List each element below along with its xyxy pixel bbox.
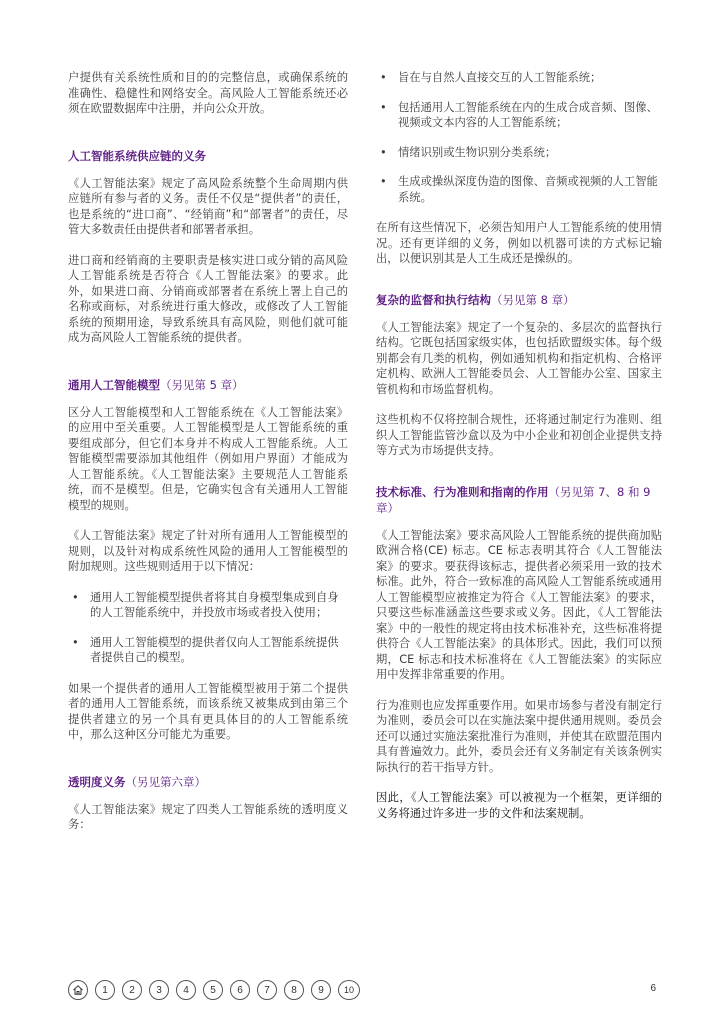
bullet-icon: • — [72, 590, 79, 604]
list-item-text: 通用人工智能模型的提供者仅向人工智能系统提供者提供自己的模型。 — [90, 635, 339, 664]
bullet-icon: • — [380, 71, 387, 84]
paragraph: 《人工智能法案》规定了高风险系统整个生命周期内供应链所有参与者的义务。责任不仅是“提供者”的责任，也是系统的“进口商”、“经销商”和“部署者”的责任，尽管大多数责任由提供者和部署者承担。 — [68, 176, 348, 236]
heading-reference: （另见第 5 章） — [160, 377, 244, 392]
section-heading-supply-chain — [68, 148, 348, 164]
heading-text: 透明度义务 — [68, 774, 126, 789]
right-column — [376, 70, 662, 836]
heading-text: 人工智能系统供应链的义务 — [68, 148, 206, 163]
bullet-list — [376, 70, 662, 205]
page-link-3[interactable]: 3 — [149, 980, 169, 1000]
paragraph: 如果一个提供者的通用人工智能模型被用于第二个提供者的通用人工智能系统，而该系统又被集成到由第三个提供者建立的另一个具有更具体目的的人工智能系统中，那么这种区分可能尤为重要。 — [68, 681, 348, 741]
paragraph: 这些机构不仅将控制合规性，还将通过制定行为准则、组织人工智能监管沙盒以及为中小企业和初创企业提供支持等方式为市场提供支持。 — [376, 413, 662, 457]
page-link-8[interactable]: 8 — [284, 980, 304, 1000]
list-item-text: 包括通用人工智能系统在内的生成合成音频、图像、视频或文本内容的人工智能系统； — [398, 100, 658, 129]
heading-text: 复杂的监督和执行结构 — [376, 292, 491, 307]
section-heading-standards — [376, 484, 662, 516]
list-item-text: 情绪识别或生物识别分类系统； — [398, 145, 557, 159]
bullet-icon: • — [380, 100, 387, 114]
paragraph: 《人工智能法案》规定了四类人工智能系统的透明度义务： — [68, 802, 348, 831]
page-link-7[interactable]: 7 — [257, 980, 277, 1000]
list-item — [376, 70, 662, 86]
page-link-9[interactable]: 9 — [311, 980, 331, 1000]
section-heading-gpai — [68, 377, 348, 393]
page-link-10[interactable]: 10 — [338, 980, 360, 1000]
paragraph: 《人工智能法案》规定了一个复杂的、多层次的监督执行结构。它既包括国家级实体，也包括欧盟级实体。每个级别都会有几类的机构，例如通知机构和指定机构、合格评定机构、欧洲人工智能委员会、人工智能办公室、国家主管机构和市场监督机构。 — [376, 320, 662, 396]
paragraph: 《人工智能法案》规定了针对所有通用人工智能模型的规则，以及针对构成系统性风险的通用人工智能模型的附加规则。这些规则适用于以下情况： — [68, 529, 348, 573]
page-link-6[interactable]: 6 — [230, 980, 250, 1000]
heading-text: 通用人工智能模型 — [68, 377, 160, 392]
page-navigation — [68, 979, 360, 1001]
list-item — [376, 174, 662, 205]
left-column — [68, 70, 348, 848]
paragraph: 在所有这些情况下，必须告知用户人工智能系统的使用情况。还有更详细的义务，例如以机器可读的方式标记输出，以便识别其是人工生成还是操纵的。 — [376, 221, 662, 265]
bullet-list — [68, 590, 348, 666]
heading-text: 技术标准、行为准则和指南的作用 — [376, 484, 549, 499]
page-link-4[interactable]: 4 — [176, 980, 196, 1000]
paragraph: 行为准则也应发挥重要作用。如果市场参与者没有制定行为准则，委员会可以在实施法案中提供通用规则。委员会还可以通过实施法案批准行为准则，并使其在欧盟范围内具有普遍效力。此外，委员会还有义务制定有关该条例实际执行的若干指导方针。 — [376, 698, 662, 774]
page-link-2[interactable]: 2 — [122, 980, 142, 1000]
list-item — [68, 635, 348, 666]
list-item — [376, 145, 662, 161]
section-heading-oversight — [376, 292, 662, 308]
home-icon — [72, 984, 84, 996]
list-item — [68, 590, 348, 621]
bullet-icon: • — [72, 635, 79, 649]
paragraph: 因此，《人工智能法案》可以被视为一个框架，更详细的义务将通过许多进一步的文件和法案规制。 — [376, 791, 662, 820]
paragraph: 区分人工智能模型和人工智能系统在《人工智能法案》的应用中至关重要。人工智能模型是人工智能系统的重要组成部分，但它们本身并不构成人工智能系统。人工智能模型需要添加其他组件（例如用户界面）才能成为人工智能系统。《人工智能法案》主要规范人工智能系统，而不是模型。但是，它确实包含有关通用人工智能模型的规则。 — [68, 405, 348, 512]
paragraph: 进口商和经销商的主要职责是核实进口或分销的高风险人工智能系统是否符合《人工智能法案》的要求。此外，如果进口商、分销商或部署者在系统上署上自己的名称或商标，对系统进行重大修改，或修改了人工智能系统的预期用途，导致系统具有高风险，则他们就可能成为高风险人工智能系统的提供者。 — [68, 253, 348, 344]
list-item-text: 旨在与自然人直接交互的人工智能系统； — [398, 71, 602, 84]
bullet-icon: • — [380, 145, 387, 159]
list-item — [376, 100, 662, 131]
paragraph: 《人工智能法案》要求高风险人工智能系统的提供商加贴欧洲合格(CE) 标志。CE 标志表明其符合《人工智能法案》的要求。要获得该标志，提供者必须采用一致的技术标准。此外，符合一致标准的高风险人工智能系统或通用人工智能模型应被推定为符合《人工智能法案》的要求，只要这些标准涵盖这些要求或义务。因此，《人工智能法案》中的一般性的规定将由技术标准补充，这些标准将提供符合《人工智能法案》的具体形式。因此，我们可以预期，CE 标志和技术标准将在《人工智能法案》的实际应用中发挥非常重要的作用。 — [376, 528, 662, 681]
page-link-5[interactable]: 5 — [203, 980, 223, 1000]
page-link-1[interactable]: 1 — [95, 980, 115, 1000]
heading-reference: （另见第 7、8 和 9 章） — [376, 484, 651, 515]
page-number: 6 — [650, 983, 656, 994]
heading-reference: （另见第六章） — [125, 774, 206, 789]
list-item-text: 生成或操纵深度伪造的图像、音频或视频的人工智能系统。 — [398, 175, 658, 204]
section-heading-transparency — [68, 774, 348, 790]
paragraph: 户提供有关系统性质和目的的完整信息，或确保系统的准确性、稳健性和网络安全。高风险人工智能系统还必须在欧盟数据库中注册，并向公众开放。 — [68, 71, 348, 115]
home-button[interactable] — [68, 980, 88, 1000]
list-item-text: 通用人工智能模型提供者将其自身模型集成到自身的人工智能系统中，并投放市场或者投入使用； — [90, 590, 339, 619]
bullet-icon: • — [380, 175, 387, 188]
heading-reference: （另见第 8 章） — [491, 292, 575, 307]
